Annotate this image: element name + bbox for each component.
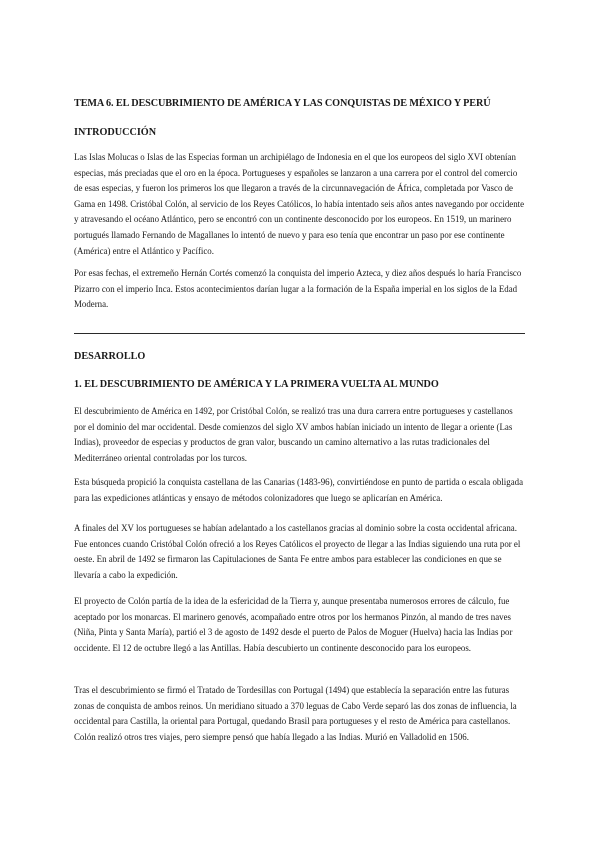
intro-paragraph-1: Las Islas Molucas o Islas de las Especias forman un archipiélago de Indonesia en el que los europeos del siglo XVI obtenían especias, más preciadas que el oro en la época. Portugueses y españoles se lanzaron a una carrera por el control del comercio de esas especias, y fueron los primeros los que llegaron a través de la circunnavegación de África, completada por Vasco de Gama en 1498. Cristóbal Colón, al servicio de los Reyes Católicos, lo había intentado seis años antes navegando por occidente y atravesando el océano Atlántico, pero se encontró con un continente desconocido por los europeos. En 1519, un marinero portugués llamado Fernando de Magallanes lo intentó de nuevo y para eso tenía que encontrar un paso por ese continente (América) entre el Atlántico y Pacífico. — [74, 152, 525, 256]
intro-paragraph-2: Por esas fechas, el extremeño Hernán Cortés comenzó la conquista del imperio Azteca, y diez años después lo haría Francisco Pizarro con el imperio Inca. Estos acontecimientos darían lugar a la formación de la España imperial en los siglos de la Edad Moderna. — [74, 268, 522, 310]
intro-heading: INTRODUCCIÓN — [74, 127, 157, 138]
development-heading: DESARROLLO — [74, 351, 146, 362]
section1-paragraph-4: El proyecto de Colón partía de la idea de la esfericidad de la Tierra y, aunque presentaba numerosos errores de cálculo, fue aceptado por los monarcas. El marinero genovés, acompañado entre otros por los hermanos Pinzón, al mando de tres naves (Niña, Pinta y Santa María), partió el 3 de agosto de 1492 desde el puerto de Palos de Moguer (Huelva) hacia las Indias por occidente. El 12 de octubre llegó a las Antillas. Había descubierto un continente desconocido para los europeos. — [74, 596, 513, 653]
section1-heading: 1. EL DESCUBRIMIENTO DE AMÉRICA Y LA PRIMERA VUELTA AL MUNDO — [74, 379, 439, 390]
section-divider — [74, 333, 525, 334]
section1-paragraph-2: Esta búsqueda propició la conquista castellana de las Canarias (1483-96), convirtiéndose en punto de partida o escala obligada para las expediciones atlánticas y ensayo de métodos colonizadores que luego se aplicarían en América. — [74, 477, 524, 503]
section1-paragraph-5: Tras el descubrimiento se firmó el Tratado de Tordesillas con Portugal (1494) que establecía la separación entre las futuras zonas de conquista de ambos reinos. Un meridiano situado a 370 leguas de Cabo Verde separó las dos zonas de influencia, la occidental para Castilla, la oriental para Portugal, quedando Brasil para portugueses y el resto de América para castellanos. Colón realizó otros tres viajes, pero siempre pensó que había llegado a las Indias. Murió en Valladolid en 1506. — [74, 685, 517, 742]
document-title: TEMA 6. EL DESCUBRIMIENTO DE AMÉRICA Y LAS CONQUISTAS DE MÉXICO Y PERÚ — [74, 98, 491, 109]
section1-paragraph-1: El descubrimiento de América en 1492, por Cristóbal Colón, se realizó tras una dura carrera entre portugueses y castellanos por el dominio del mar occidental. Desde comienzos del siglo XV ambos habían iniciado un intento de llegar a oriente (Las Indias), proveedor de especias y productos de gran valor, buscando un camino alternativo a las rutas tradicionales del Mediterráneo oriental controladas por los turcos. — [74, 406, 513, 463]
section1-paragraph-3: A finales del XV los portugueses se habían adelantado a los castellanos gracias al dominio sobre la costa occidental africana. Fue entonces cuando Cristóbal Colón ofreció a los Reyes Católicos el proyecto de llegar a las Indias siguiendo una ruta por el oeste. En abril de 1492 se firmaron las Capitulaciones de Santa Fe entre ambos para establecer las condiciones en que se llevaría a cabo la expedición. — [74, 523, 521, 580]
